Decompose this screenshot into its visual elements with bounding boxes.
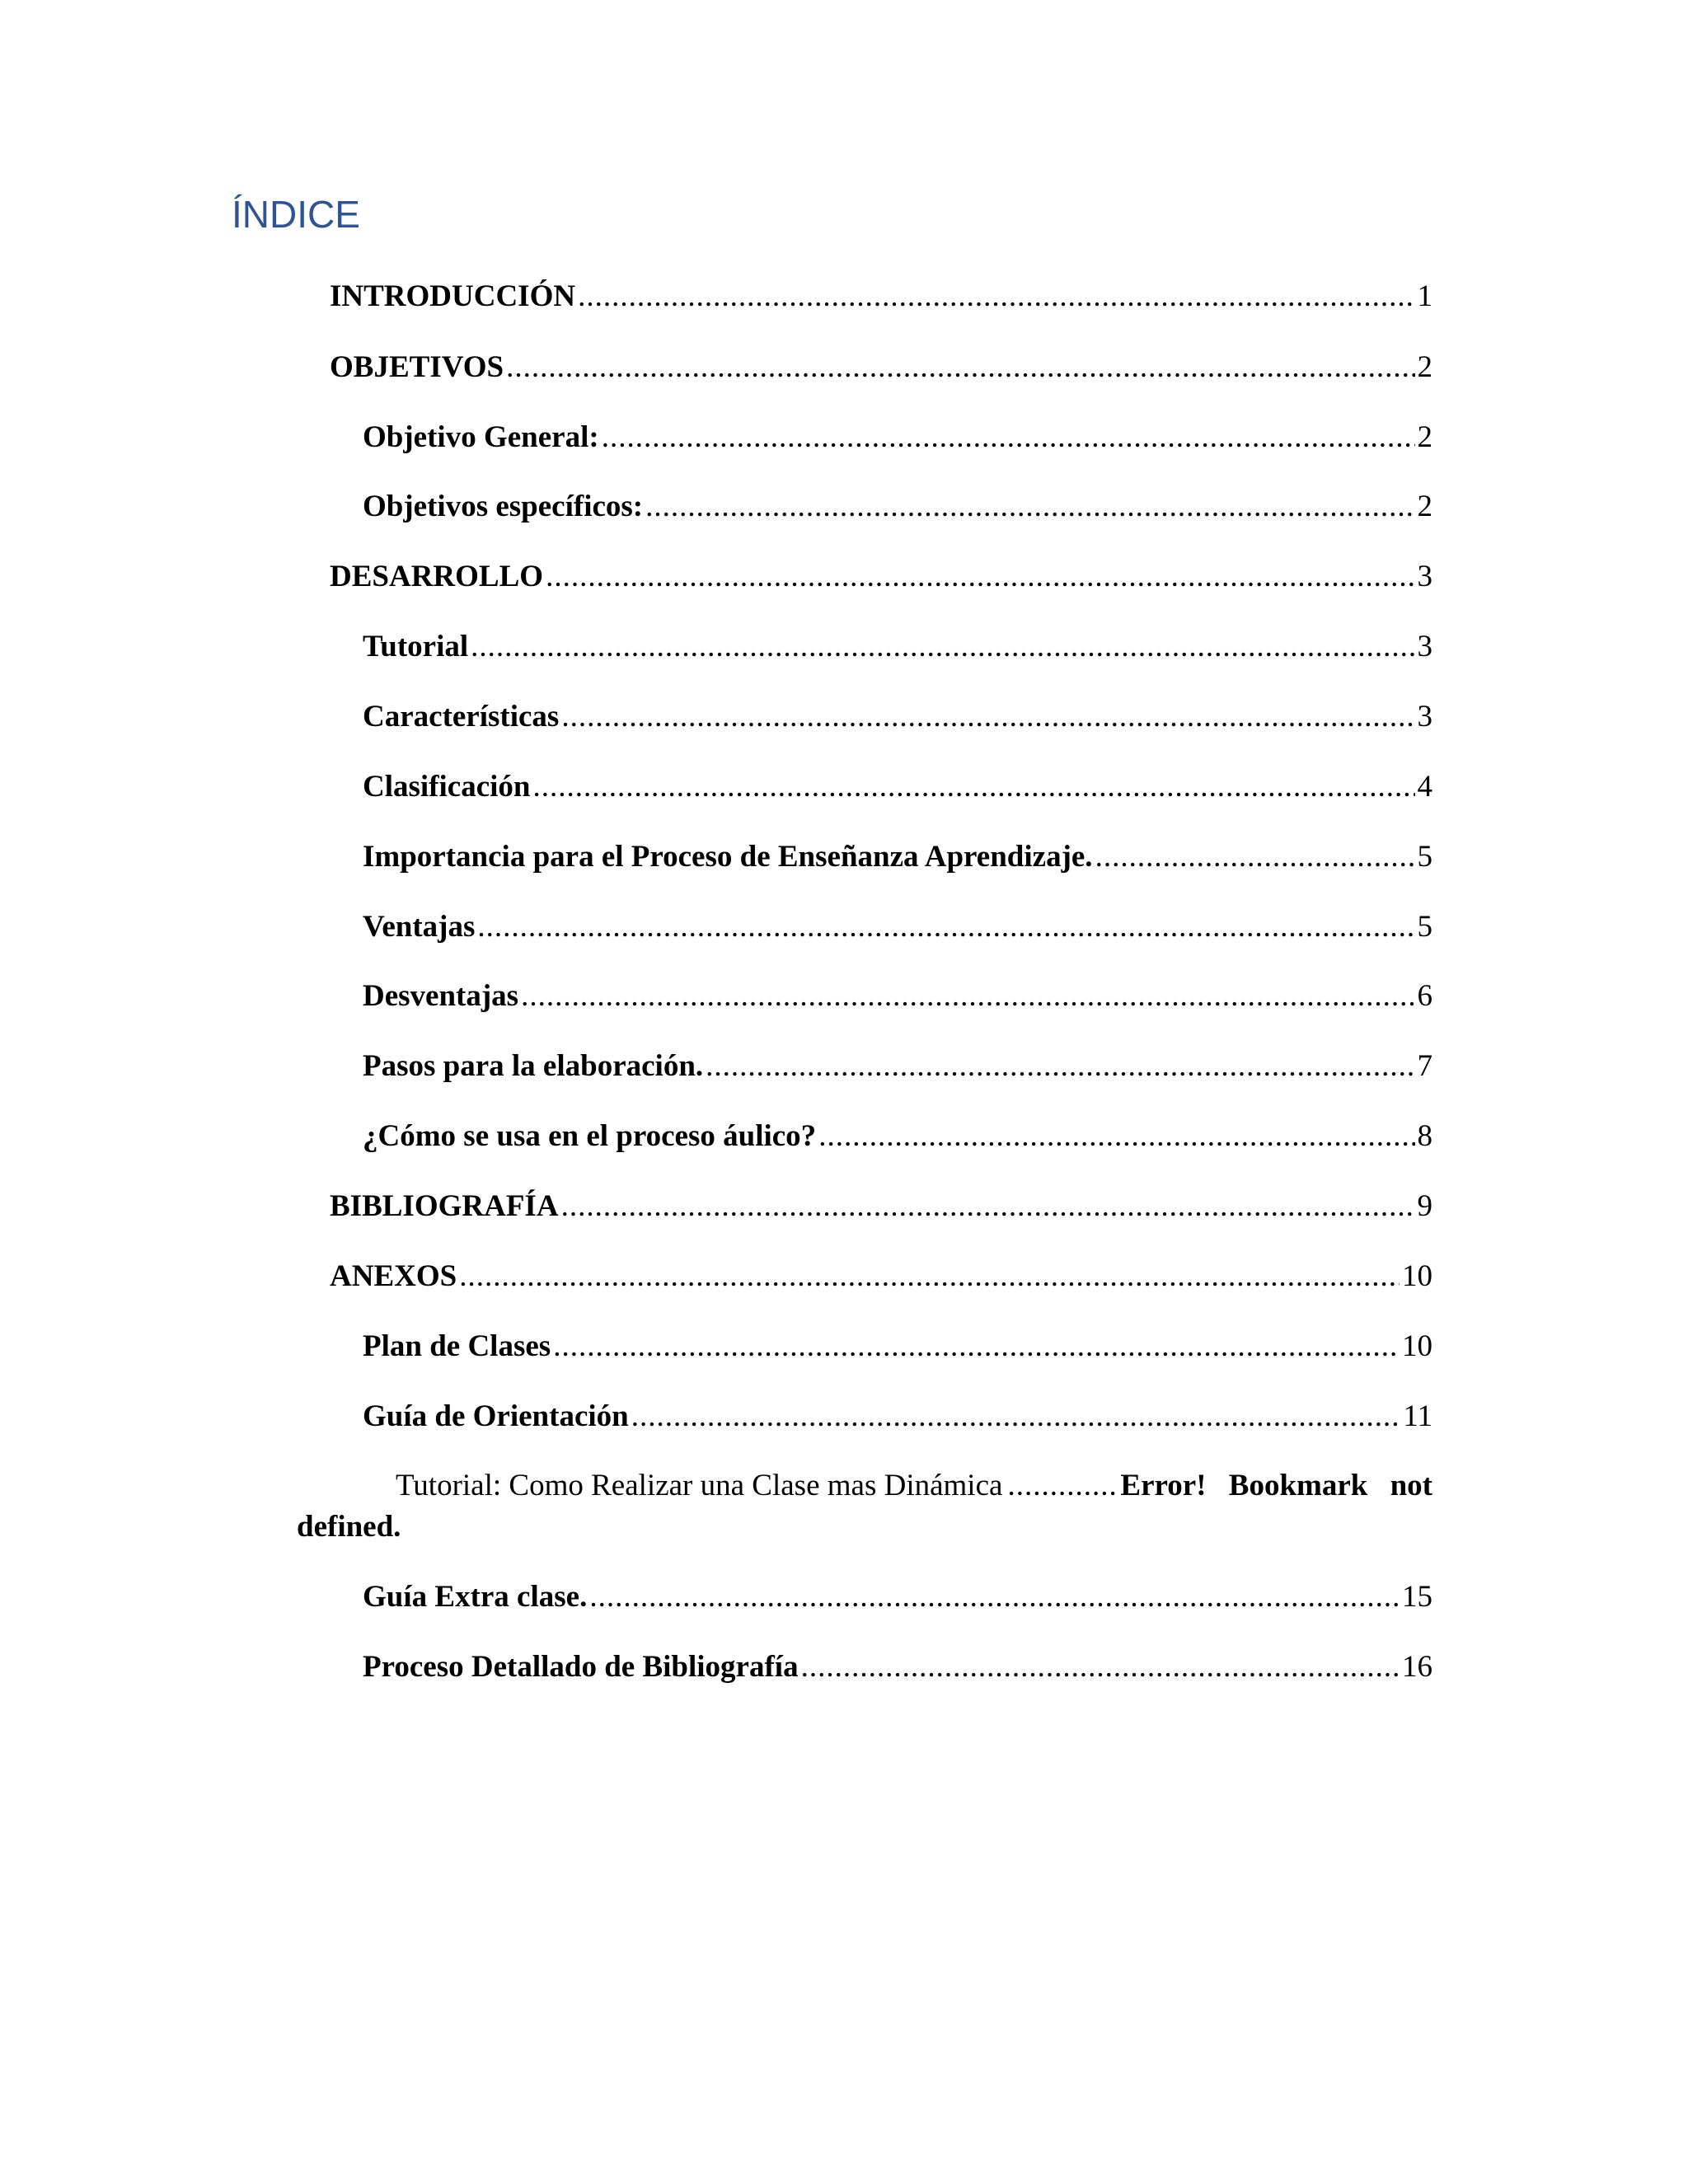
dot-leader bbox=[553, 1325, 1400, 1368]
toc-entry-page: 3 bbox=[1417, 630, 1432, 663]
dot-leader bbox=[801, 1646, 1400, 1689]
toc-entry-page: 9 bbox=[1417, 1189, 1432, 1223]
toc-entry-objetivos[interactable] bbox=[330, 346, 1432, 389]
toc-entry-desarrollo[interactable] bbox=[330, 555, 1432, 598]
toc-entry-page: 10 bbox=[1402, 1259, 1432, 1293]
toc-entry-title: Objetivo General: bbox=[363, 420, 599, 454]
toc-entry-page: 8 bbox=[1417, 1119, 1432, 1153]
dot-leader bbox=[645, 485, 1414, 528]
toc-entry-title: ¿Cómo se usa en el proceso áulico? bbox=[363, 1119, 817, 1153]
toc-entry-guia-orientacion[interactable] bbox=[363, 1395, 1432, 1438]
toc-entry-anexos[interactable] bbox=[330, 1255, 1432, 1298]
toc-entry-title: Pasos para la elaboración. bbox=[363, 1049, 704, 1083]
toc-entry-page: 3 bbox=[1417, 700, 1432, 733]
dot-leader bbox=[546, 555, 1414, 598]
toc-entry-guia-extra-clase[interactable] bbox=[363, 1576, 1432, 1619]
toc-entry-page: 1 bbox=[1417, 279, 1432, 313]
toc-entry-page: 11 bbox=[1403, 1399, 1432, 1433]
bookmark-error-continuation: defined. bbox=[297, 1510, 401, 1544]
toc-entry-page: 4 bbox=[1417, 770, 1432, 804]
dot-leader bbox=[589, 1576, 1400, 1619]
toc-entry-como-se-usa[interactable] bbox=[363, 1115, 1432, 1158]
toc-entry-title: Tutorial bbox=[363, 630, 469, 663]
toc-entry-title: OBJETIVOS bbox=[330, 350, 504, 384]
toc-entry-title: Importancia para el Proceso de Enseñanza Aprendizaje. bbox=[363, 840, 1093, 874]
toc-entry-page: 3 bbox=[1417, 560, 1432, 593]
dot-leader bbox=[561, 1185, 1415, 1228]
toc-entry-pasos[interactable] bbox=[363, 1045, 1432, 1088]
toc-heading: ÍNDICE bbox=[232, 193, 360, 236]
toc-entry-title: Desventajas bbox=[363, 979, 519, 1013]
dot-leader bbox=[1095, 836, 1415, 879]
toc-entry-page: 15 bbox=[1402, 1580, 1432, 1614]
bookmark-error-text: Error! Bookmark not bbox=[1120, 1469, 1432, 1502]
dot-leader bbox=[1007, 1465, 1115, 1507]
toc-entry-proceso-detallado[interactable] bbox=[363, 1646, 1432, 1689]
toc-entry-tutorial[interactable] bbox=[363, 626, 1432, 668]
toc-entry-clasificacion[interactable] bbox=[363, 766, 1432, 808]
dot-leader bbox=[471, 626, 1414, 668]
toc-entry-title: Guía Extra clase. bbox=[363, 1580, 588, 1614]
broken-entry-line bbox=[297, 1465, 1432, 1507]
toc-entry-title: Guía de Orientación bbox=[363, 1399, 629, 1433]
toc-entry-title: Características bbox=[363, 700, 560, 733]
toc-entry-objetivos-especificos[interactable] bbox=[363, 485, 1432, 528]
dot-leader bbox=[578, 275, 1414, 318]
toc-entry-title: BIBLIOGRAFÍA bbox=[330, 1189, 559, 1223]
toc-entry-page: 7 bbox=[1417, 1049, 1432, 1083]
dot-leader bbox=[602, 416, 1415, 459]
toc-entry-title: DESARROLLO bbox=[330, 560, 544, 593]
toc-entry-caracteristicas[interactable] bbox=[363, 696, 1432, 738]
toc-entry-broken-bookmark[interactable] bbox=[297, 1465, 1432, 1548]
toc-entry-bibliografia[interactable] bbox=[330, 1185, 1432, 1228]
toc-entry-title: Proceso Detallado de Bibliografía bbox=[363, 1650, 799, 1684]
toc-entry-page: 2 bbox=[1417, 490, 1432, 523]
toc-entry-title: Ventajas bbox=[363, 910, 476, 944]
dot-leader bbox=[532, 766, 1414, 808]
dot-leader bbox=[706, 1045, 1414, 1088]
dot-leader bbox=[477, 906, 1414, 949]
toc-entry-title: Objetivos específicos: bbox=[363, 490, 644, 523]
dot-leader bbox=[818, 1115, 1414, 1158]
toc-entry-ventajas[interactable] bbox=[363, 906, 1432, 949]
dot-leader bbox=[521, 975, 1414, 1018]
toc-entry-page: 2 bbox=[1417, 420, 1432, 454]
toc-entry-page: 5 bbox=[1417, 840, 1432, 874]
toc-entry-desventajas[interactable] bbox=[363, 975, 1432, 1018]
toc-entry-introduccion[interactable] bbox=[330, 275, 1432, 318]
toc-entry-title: Clasificación bbox=[363, 770, 531, 804]
toc-entry-page: 10 bbox=[1402, 1329, 1432, 1363]
toc-entry-objetivo-general[interactable] bbox=[363, 416, 1432, 459]
dot-leader bbox=[631, 1395, 1401, 1438]
dot-leader bbox=[506, 346, 1414, 389]
toc-entry-page: 6 bbox=[1417, 979, 1432, 1013]
toc-entry-page: 5 bbox=[1417, 910, 1432, 944]
broken-entry-title: Tutorial: Como Realizar una Clase mas Dinámica bbox=[396, 1469, 1003, 1502]
toc-entry-title: INTRODUCCIÓN bbox=[330, 279, 576, 313]
toc-entry-title: Plan de Clases bbox=[363, 1329, 551, 1363]
toc-entry-importancia[interactable] bbox=[363, 836, 1432, 879]
toc-entry-page: 16 bbox=[1402, 1650, 1432, 1684]
dot-leader bbox=[561, 696, 1414, 738]
toc-entry-title: ANEXOS bbox=[330, 1259, 457, 1293]
dot-leader bbox=[459, 1255, 1400, 1298]
toc-entry-plan-de-clases[interactable] bbox=[363, 1325, 1432, 1368]
toc-entry-page: 2 bbox=[1417, 350, 1432, 384]
